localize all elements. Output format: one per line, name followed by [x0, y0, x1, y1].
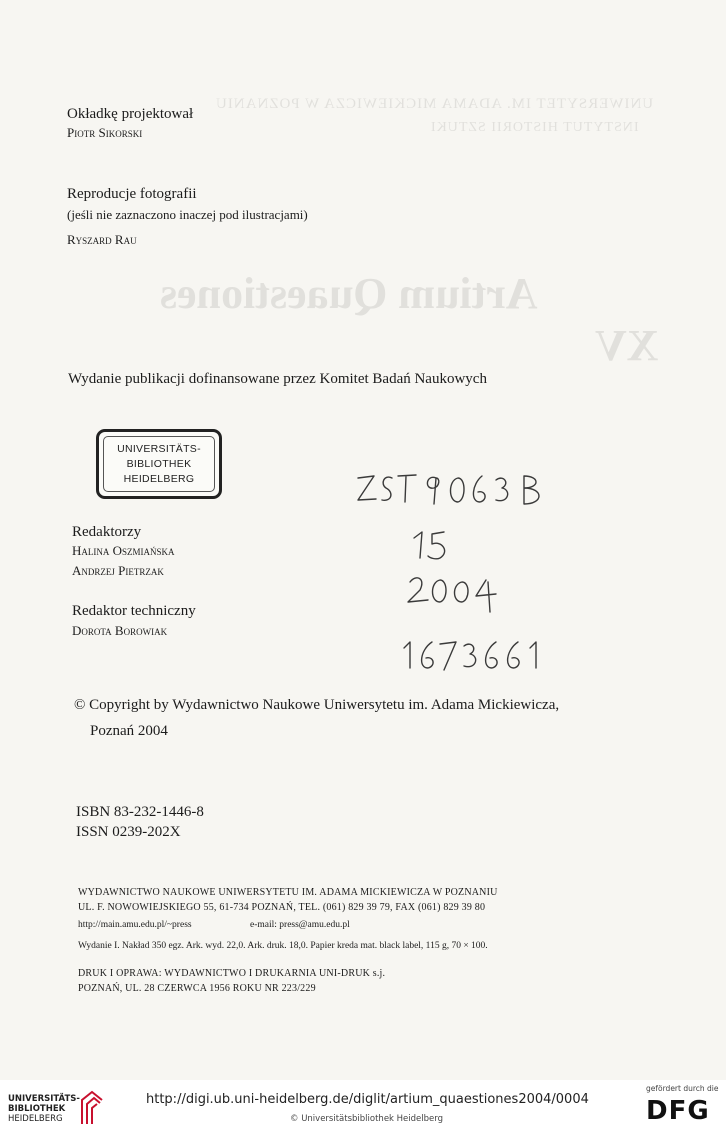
printer-line-1: DRUK I OPRAWA: WYDAWNICTWO I DRUKARNIA UNI-DRUK s.j.	[78, 968, 386, 979]
photo-credit-name: Ryszard Rau	[67, 232, 137, 247]
ub-logo-line-3: HEIDELBERG	[8, 1114, 63, 1124]
ub-logo-line-2: BIBLIOTHEK	[8, 1104, 66, 1114]
editor-1-name: Halina Oszmiańska	[72, 543, 175, 558]
tech-editor-name: Dorota Borowiak	[72, 623, 168, 638]
publisher-name: WYDAWNICTWO NAUKOWE UNIWERSYTETU IM. ADAMA MICKIEWICZA W POZNANIU	[78, 887, 498, 898]
stamp-line-3: HEIDELBERG	[123, 472, 195, 485]
ub-heidelberg-logo[interactable]	[8, 1088, 108, 1128]
publisher-web: http://main.amu.edu.pl/~press	[78, 920, 192, 930]
dfg-wordmark: DFG	[646, 1096, 710, 1126]
edition-details: Wydanie I. Nakład 350 egz. Ark. wyd. 22,0. Ark. druk. 18,0. Papier kreda mat. black label, 115 g, 70 × 100.	[78, 941, 488, 951]
editors-label: Redaktorzy	[72, 524, 142, 540]
ub-emblem-icon	[78, 1090, 104, 1126]
issn: ISSN 0239-202X	[76, 824, 181, 840]
dfg-caption: gefördert durch die	[646, 1084, 719, 1093]
cover-designer-label: Okładkę projektował	[67, 106, 194, 122]
showthrough-title: Artium Quaestiones	[160, 269, 538, 318]
stamp-line-2: BIBLIOTHEK	[126, 457, 192, 470]
handwritten-accession	[402, 644, 479, 669]
copyright-line-2: Poznań 2004	[90, 723, 168, 739]
isbn: ISBN 83-232-1446-8	[76, 804, 204, 820]
editor-2-name: Andrzej Pietrzak	[72, 563, 164, 578]
photo-credit-note: (jeśli nie zaznaczono inaczej pod ilustracjami)	[67, 207, 308, 222]
copyright-line-1: © Copyright by Wydawnictwo Naukowe Uniwersytetu im. Adama Mickiewicza,	[74, 697, 560, 713]
tech-editor-label: Redaktor techniczny	[72, 603, 196, 619]
funding-note: Wydanie publikacji dofinansowane przez Komitet Badań Naukowych	[68, 371, 487, 387]
handwritten-shelfmark	[356, 478, 464, 503]
publisher-email: e-mail: press@amu.edu.pl	[250, 920, 350, 930]
cover-designer-name: Piotr Sikorski	[67, 125, 143, 140]
handwritten-volume	[412, 534, 434, 559]
footer-copyright: © Universitätsbibliothek Heidelberg	[290, 1114, 444, 1124]
showthrough-institution: UNIWERSYTET IM. ADAMA MICKIEWICZA W POZNANIU	[215, 96, 654, 112]
showthrough-institute: INSTYTUT HISTORII SZTUKI	[430, 120, 639, 135]
handwritten-year	[408, 580, 452, 605]
viewer-footer	[0, 1080, 726, 1134]
ub-logo-line-1: UNIVERSITÄTS-	[8, 1094, 80, 1104]
ub-logo-text	[8, 1094, 80, 1124]
photo-credit-label: Reproducje fotografii	[67, 186, 197, 202]
dfg-logo[interactable]	[646, 1084, 720, 1130]
permalink-url[interactable]: http://digi.ub.uni-heidelberg.de/diglit/artium_quaestiones2004/0004	[146, 1092, 589, 1107]
publisher-address: UL. F. NOWOWIEJSKIEGO 55, 61-734 POZNAŃ, TEL. (061) 829 39 79, FAX (061) 829 39 80	[78, 902, 486, 913]
showthrough-volume: XV	[595, 321, 659, 370]
printer-line-2: POZNAŃ, UL. 28 CZERWCA 1956 ROKU NR 223/229	[78, 983, 316, 994]
stamp-line-1: UNIVERSITÄTS-	[117, 442, 201, 455]
